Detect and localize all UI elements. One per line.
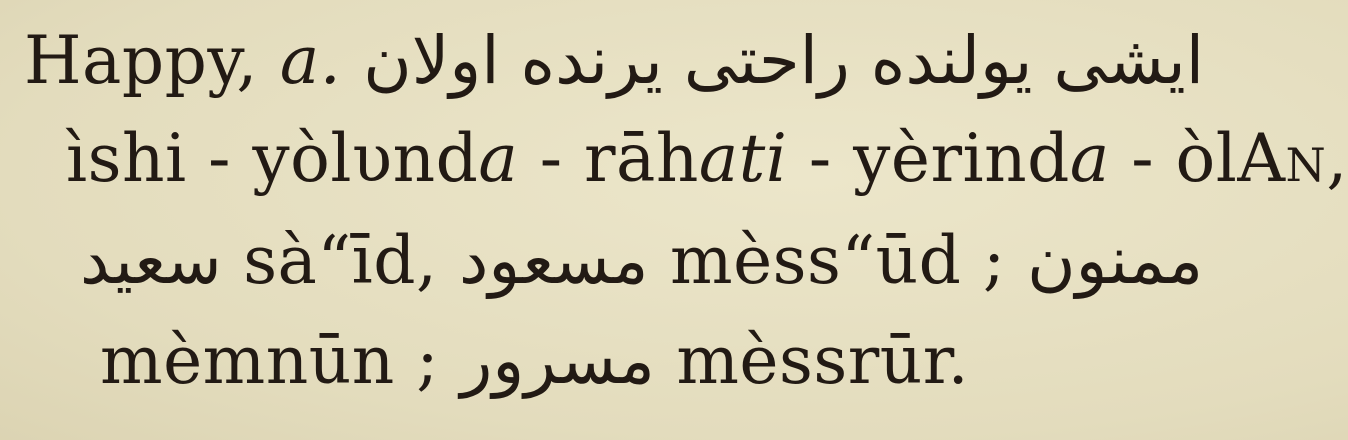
transliteration-messrur: mèssrūr.: [676, 322, 970, 399]
transliteration-1b: υ: [351, 120, 393, 197]
arabic-definition-1: ایشی یولنده راحتی یرنده اولان: [363, 22, 1205, 99]
transliteration-1a: ìshi - yòl: [66, 120, 352, 197]
transliteration-1k: ,: [1326, 120, 1348, 197]
arabic-synonym-said: سعید: [80, 222, 222, 299]
entry-line-3: [80, 222, 1204, 299]
transliteration-1g: - yèrind: [787, 120, 1070, 197]
transliteration-1c: nd: [392, 120, 479, 197]
transliteration-1d: a: [478, 120, 519, 197]
arabic-synonym-memnun: ممنون: [1027, 222, 1204, 299]
headword: Happy,: [24, 22, 258, 99]
transliteration-1f: ati: [698, 120, 788, 197]
arabic-synonym-messrur: مسرور: [460, 322, 655, 399]
entry-line-4: [100, 322, 970, 399]
part-of-speech: a.: [279, 22, 342, 99]
transliteration-messud: mèss“ūd ;: [670, 222, 1006, 299]
transliteration-1h: a: [1069, 120, 1110, 197]
entry-line-2: [66, 120, 1348, 197]
transliteration-said: sà“īd,: [243, 222, 438, 299]
entry-line-1: [24, 22, 1205, 99]
transliteration-1i: - òl: [1109, 120, 1238, 197]
arabic-synonym-messud: مسعود: [458, 222, 649, 299]
transliteration-1e: - rāh: [518, 120, 699, 197]
transliteration-memnun: mèmnūn ;: [100, 322, 439, 399]
transliteration-1j: An: [1237, 120, 1327, 197]
